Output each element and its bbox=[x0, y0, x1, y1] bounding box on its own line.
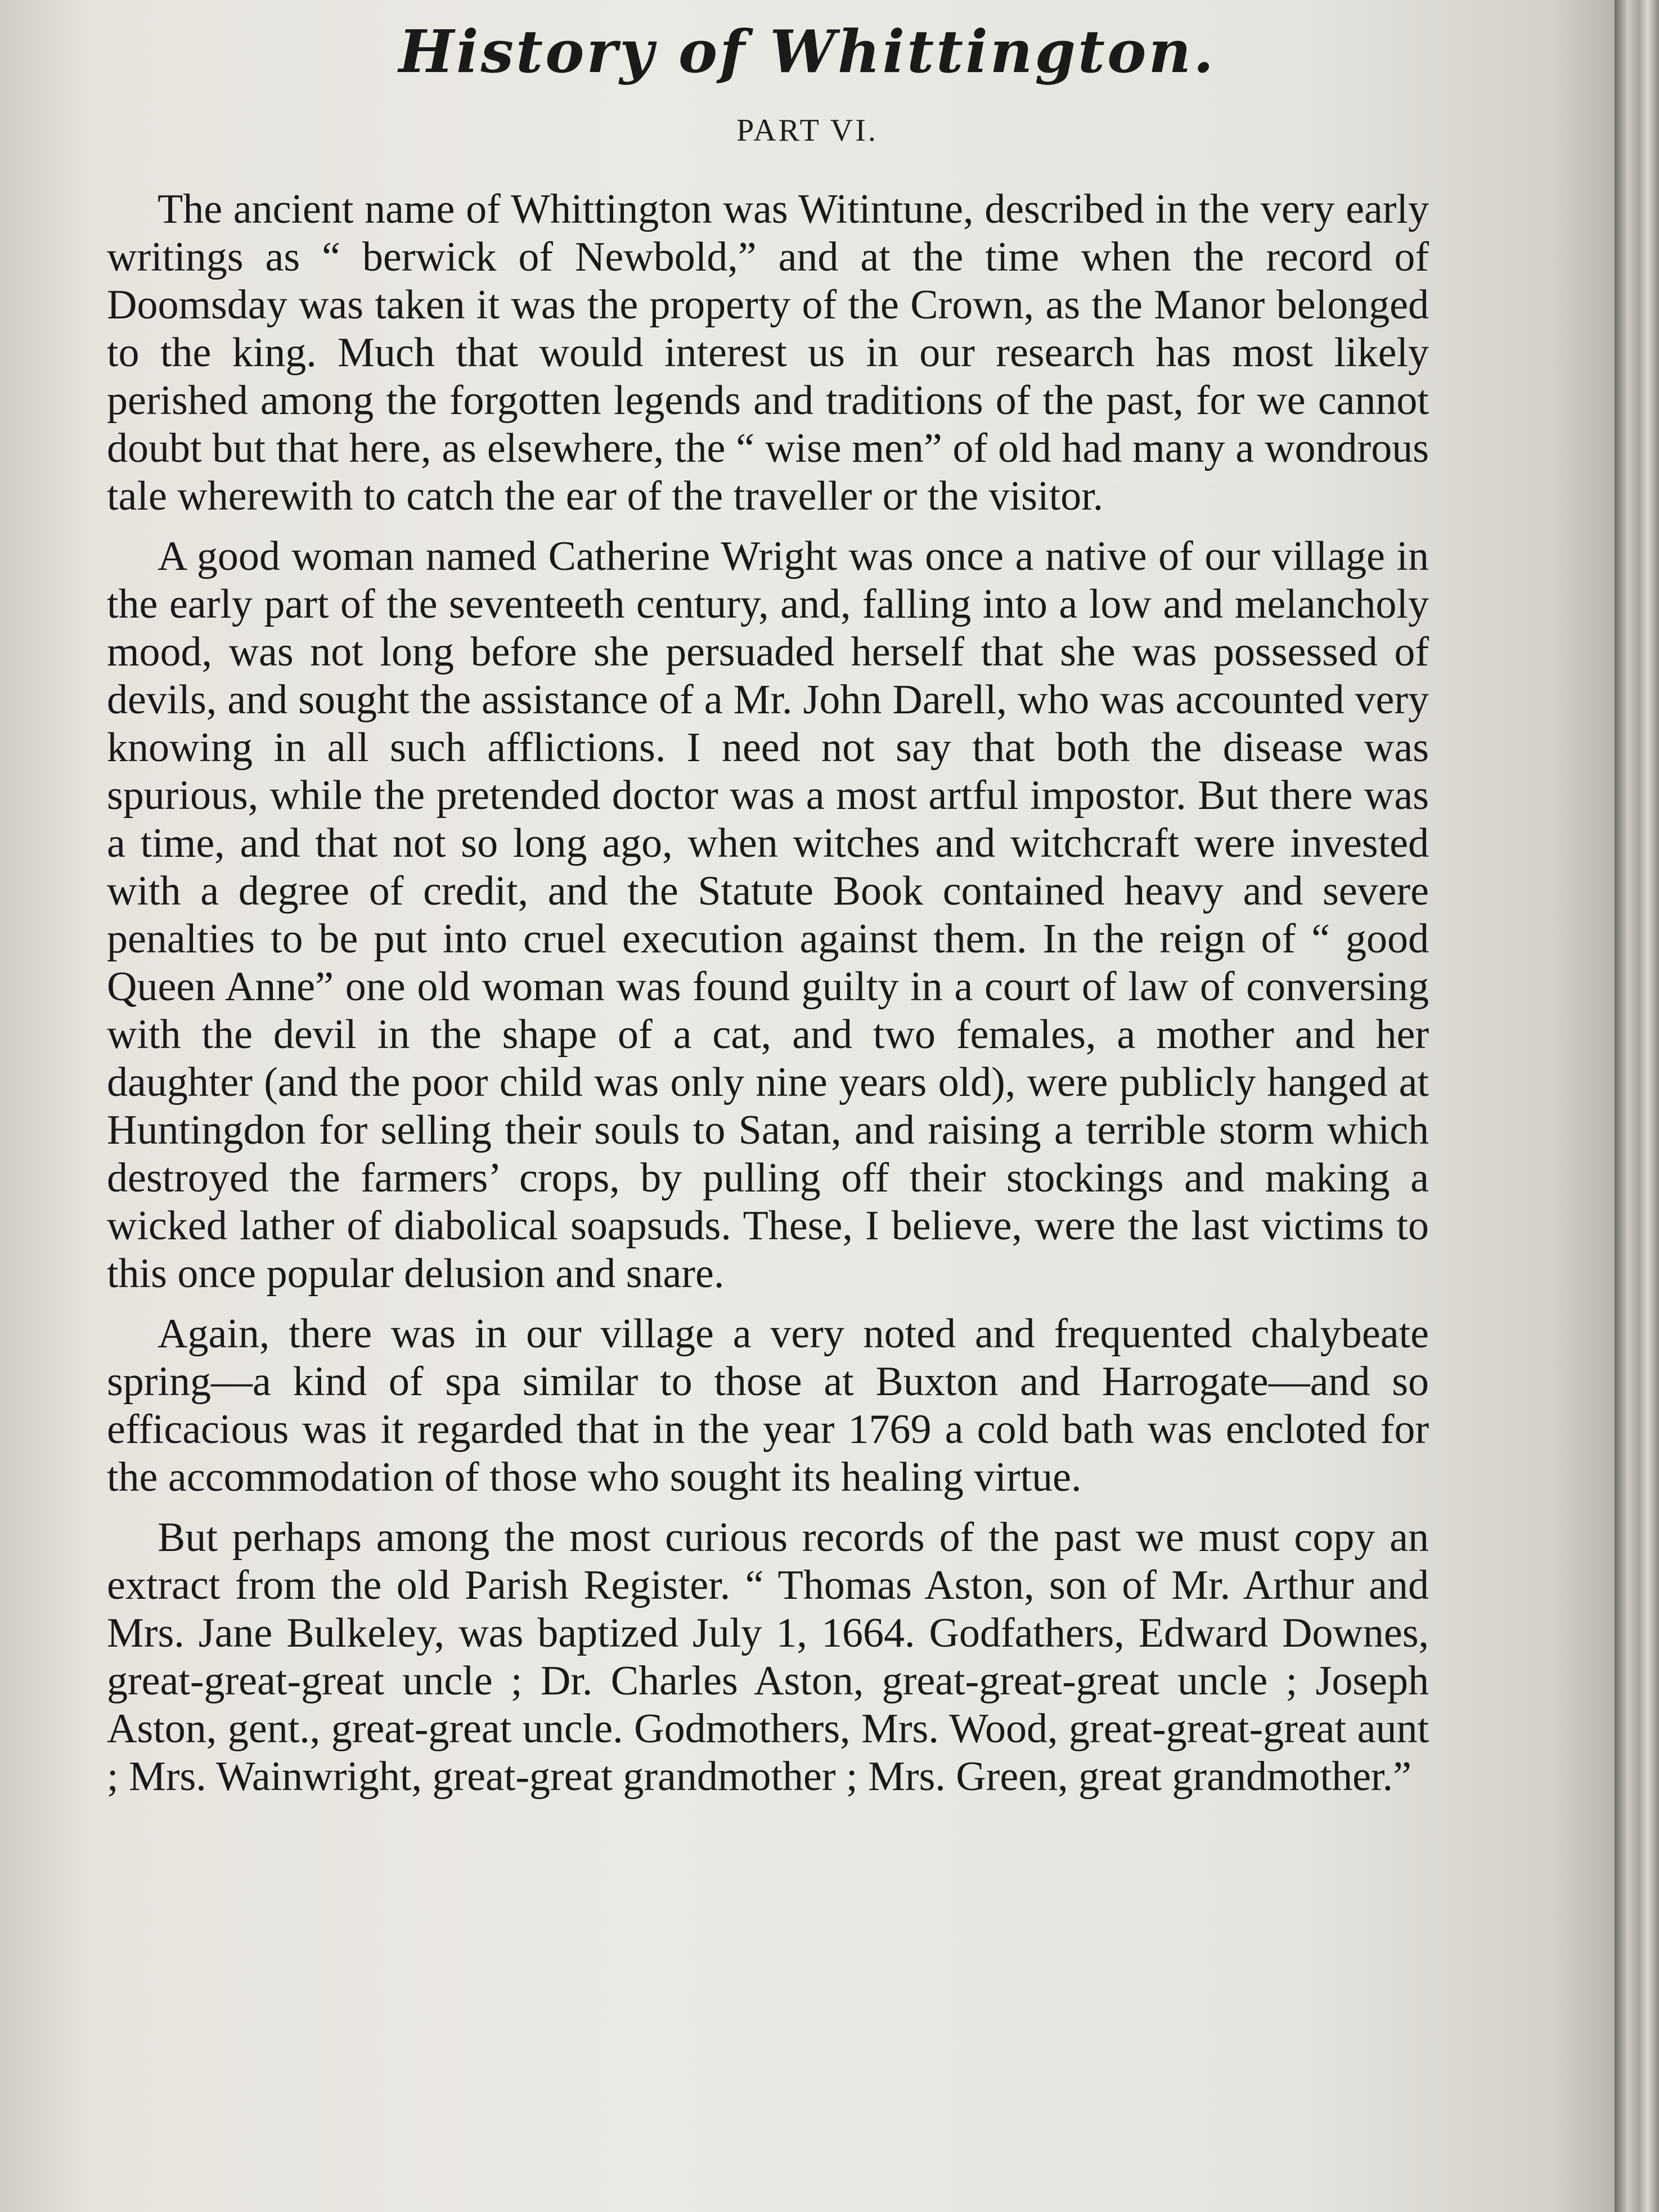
page-title: History of Whittington. bbox=[398, 17, 1216, 86]
paragraph-4: But perhaps among the most curious records of the past we must copy an extract from the old Parish Register. “ Thomas Aston, son of Mr. Arthur and Mrs. Jane Bulkeley, was baptized July 1, 1664. Godfathers, Edward Downes, great-great-great uncle ; Dr. Charles Aston, great-great-great uncle ; Joseph Aston, gent., great-great uncle. Godmothers, Mrs. Wood, great-great-great aunt ; Mrs. Wainwright, great-great grandmother ; Mrs. Green, great grandmother.” bbox=[107, 1514, 1429, 1800]
page-edge bbox=[1615, 0, 1659, 2212]
paragraph-2: A good woman named Catherine Wright was once a native of our village in the early part of the seventeeth century, and, falling into a low and melancholy mood, was not long before she persuaded herself that she was possessed of devils, and sought the assistance of a Mr. John Darell, who was accounted very knowing in all such afflictions. I need not say that both the disease was spurious, while the pretended doctor was a most artful impostor. But there was a time, and that not so long ago, when witches and witchcraft were invested with a degree of credit, and the Statute Book contained heavy and severe penalties to be put into cruel execution against them. In the reign of “ good Queen Anne” one old woman was found guilty in a court of law of conversing with the devil in the shape of a cat, and two females, a mother and her daughter (and the poor child was only nine years old), were publicly hanged at Huntingdon for selling their souls to Satan, and raising a terrible storm which destroyed the farmers’ crops, by pulling off their stockings and making a wicked lather of diabolical soapsuds. These, I believe, were the last victims to this once popular delusion and snare. bbox=[107, 533, 1429, 1297]
part-heading: PART VI. bbox=[736, 113, 878, 148]
paragraph-1: The ancient name of Whittington was Witintune, described in the very early writings as “ berwick of Newbold,” and at the time when the record of Doomsday was taken it was the property of the Crown, as the Manor belonged to the king. Much that would interest us in our research has most likely perished among the forgotten legends and traditions of the past, for we cannot doubt but that here, as elsewhere, the “ wise men” of old had many a wondrous tale wherewith to catch the ear of the traveller or the visitor. bbox=[107, 186, 1429, 519]
page-body bbox=[107, 186, 1429, 1813]
paragraph-3: Again, there was in our village a very noted and frequented chalybeate spring—a kind of spa similar to those at Buxton and Harrogate—and so efficacious was it regarded that in the year 1769 a cold bath was encloted for the accommodation of those who sought its healing virtue. bbox=[107, 1311, 1429, 1500]
